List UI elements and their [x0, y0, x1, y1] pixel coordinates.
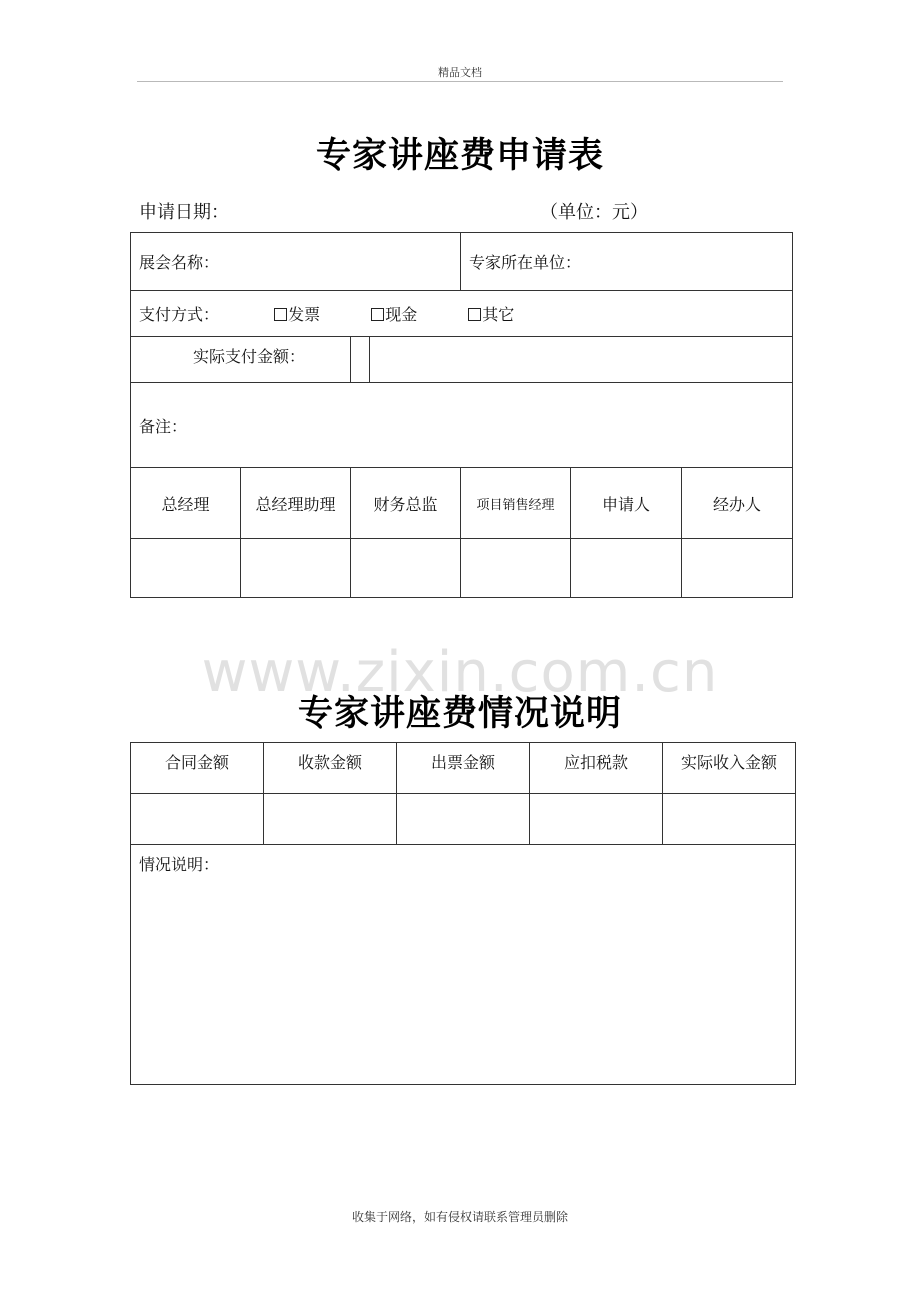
payment-option-invoice[interactable]: 发票: [274, 302, 366, 325]
signer-gm-assistant: 总经理助理: [241, 468, 351, 539]
payment-option-other[interactable]: 其它: [468, 302, 514, 325]
signature-cell[interactable]: [131, 539, 241, 598]
actual-amount-divider: [369, 336, 370, 382]
payment-method-row: [131, 291, 793, 337]
signature-cell[interactable]: [682, 539, 793, 598]
remarks-label: 备注：: [139, 416, 188, 436]
application-form-table: [130, 232, 793, 598]
signature-cell[interactable]: [571, 539, 682, 598]
actual-amount-label: 实际支付金额：: [193, 347, 306, 366]
amount-input-cell[interactable]: [131, 794, 264, 845]
checkbox-icon[interactable]: [468, 308, 481, 321]
actual-amount-value-cell[interactable]: [351, 337, 793, 383]
explanation-table: [130, 742, 796, 1085]
expert-unit-cell[interactable]: [461, 233, 793, 291]
col-contract-amount: 合同金额: [131, 743, 264, 794]
amount-input-cell[interactable]: [264, 794, 397, 845]
signature-cell[interactable]: [351, 539, 461, 598]
watermark: www.zixin.com.cn: [201, 640, 719, 705]
signer-general-manager: 总经理: [131, 468, 241, 539]
exhibition-name-label: 展会名称：: [139, 253, 220, 272]
col-invoiced-amount: 出票金额: [397, 743, 530, 794]
signature-cell[interactable]: [461, 539, 571, 598]
actual-amount-label-cell: [131, 337, 351, 383]
expert-unit-label: 专家所在单位：: [469, 253, 582, 272]
amount-input-cell[interactable]: [530, 794, 663, 845]
form-title-application: 专家讲座费申请表: [315, 136, 604, 176]
col-received-amount: 收款金额: [264, 743, 397, 794]
col-actual-income: 实际收入金额: [663, 743, 796, 794]
signer-finance-director: 财务总监: [351, 468, 461, 539]
explanation-cell[interactable]: [131, 845, 796, 1085]
form-title-explanation: 专家讲座费情况说明: [297, 694, 622, 734]
signer-sales-manager: 项目销售经理: [461, 468, 571, 539]
explanation-label: 情况说明：: [139, 855, 220, 874]
page-header: 精品文档: [438, 66, 482, 79]
signature-cell[interactable]: [241, 539, 351, 598]
payment-method-label: 支付方式：: [139, 305, 220, 324]
signer-handler: 经办人: [682, 468, 793, 539]
col-tax-deduction: 应扣税款: [530, 743, 663, 794]
header-divider: [137, 81, 783, 82]
unit-label: （单位：元）: [540, 202, 648, 223]
checkbox-icon[interactable]: [274, 308, 287, 321]
date-label: 申请日期：: [139, 202, 229, 223]
checkbox-icon[interactable]: [371, 308, 384, 321]
amount-input-cell[interactable]: [663, 794, 796, 845]
amount-input-cell[interactable]: [397, 794, 530, 845]
page-footer: 收集于网络，如有侵权请联系管理员删除: [351, 1210, 568, 1224]
payment-option-cash[interactable]: 现金: [371, 302, 463, 325]
exhibition-name-cell[interactable]: [131, 233, 461, 291]
signer-applicant: 申请人: [571, 468, 682, 539]
remarks-cell[interactable]: [131, 383, 793, 468]
